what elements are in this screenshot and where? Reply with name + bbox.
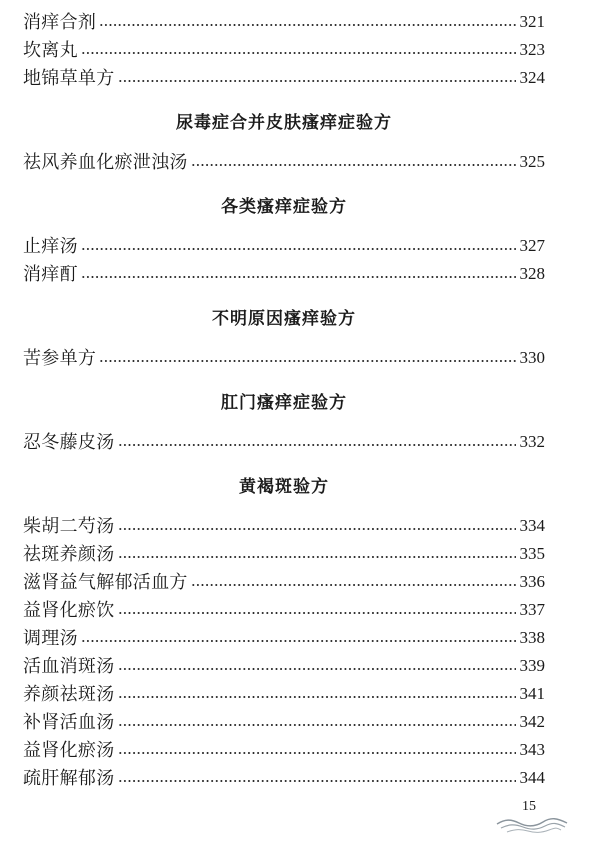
toc-entry-title: 疏肝解郁汤 <box>23 768 115 788</box>
section-heading: 不明原因瘙痒验方 <box>212 308 356 329</box>
toc-entry <box>23 260 545 288</box>
toc-entry-page: 332 <box>519 432 545 451</box>
toc-entry <box>23 428 545 456</box>
toc-entry <box>23 148 545 176</box>
toc-entry-page: 334 <box>519 516 545 535</box>
toc-entry <box>23 680 545 708</box>
toc-entry-page: 339 <box>519 656 545 675</box>
toc-entry-page: 321 <box>519 12 545 31</box>
dot-leader <box>118 611 516 615</box>
wave-ornament-icon <box>495 815 569 835</box>
dot-leader <box>118 695 516 699</box>
toc-entry-page: 343 <box>519 740 545 759</box>
toc-entry-page: 330 <box>519 348 545 367</box>
toc-entry-title: 补肾活血汤 <box>23 712 115 732</box>
toc-entry <box>23 8 545 36</box>
toc-entry-page: 323 <box>519 40 545 59</box>
toc-entry <box>23 232 545 260</box>
dot-leader <box>81 639 516 643</box>
section-heading: 肛门瘙痒症验方 <box>221 392 347 413</box>
dot-leader <box>118 527 516 531</box>
section-heading: 尿毒症合并皮肤瘙痒症验方 <box>176 112 392 133</box>
toc-entry-title: 养颜祛斑汤 <box>23 684 115 704</box>
dot-leader <box>99 23 515 27</box>
toc-entry <box>23 36 545 64</box>
toc-entry <box>23 652 545 680</box>
toc-entry-title: 调理汤 <box>23 628 78 648</box>
toc-entry-title: 忍冬藤皮汤 <box>23 432 115 452</box>
dot-leader <box>191 163 516 167</box>
toc-entry-page: 337 <box>519 600 545 619</box>
toc-entry-page: 338 <box>519 628 545 647</box>
toc-entry <box>23 64 545 92</box>
toc-entry-title: 益肾化瘀饮 <box>23 600 115 620</box>
toc-entry <box>23 624 545 652</box>
dot-leader <box>118 779 516 783</box>
toc-entry-page: 335 <box>519 544 545 563</box>
toc-entry-title: 消痒合剂 <box>23 12 97 32</box>
section-heading: 黄褐斑验方 <box>239 476 329 497</box>
toc-entry-page: 336 <box>519 572 545 591</box>
toc-entry-title: 活血消斑汤 <box>23 656 115 676</box>
toc-entry <box>23 568 545 596</box>
dot-leader <box>118 723 516 727</box>
dot-leader <box>81 275 516 279</box>
dot-leader <box>191 583 516 587</box>
page-number: 15 <box>522 799 536 814</box>
dot-leader <box>99 359 515 363</box>
toc-entry <box>23 540 545 568</box>
toc-entry <box>23 708 545 736</box>
toc-entry-title: 祛风养血化瘀泄浊汤 <box>23 152 188 172</box>
toc-entry <box>23 764 545 792</box>
toc-entry-page: 341 <box>519 684 545 703</box>
toc-entry <box>23 512 545 540</box>
toc-entry <box>23 344 545 372</box>
toc-entry-page: 325 <box>519 152 545 171</box>
toc-entry-title: 消痒酊 <box>23 264 78 284</box>
toc-entry-title: 地锦草单方 <box>23 68 115 88</box>
toc-entry-title: 滋肾益气解郁活血方 <box>23 572 188 592</box>
toc-entry-title: 止痒汤 <box>23 236 78 256</box>
dot-leader <box>118 751 516 755</box>
toc-entry-page: 344 <box>519 768 545 787</box>
toc-entry-page: 327 <box>519 236 545 255</box>
dot-leader <box>118 555 516 559</box>
dot-leader <box>118 443 516 447</box>
dot-leader <box>118 667 516 671</box>
toc-entry <box>23 736 545 764</box>
toc-entry-title: 益肾化瘀汤 <box>23 740 115 760</box>
dot-leader <box>118 79 516 83</box>
toc-entry-page: 324 <box>519 68 545 87</box>
toc-entry-title: 柴胡二芍汤 <box>23 516 115 536</box>
dot-leader <box>81 247 516 251</box>
section-heading: 各类瘙痒症验方 <box>221 196 347 217</box>
toc-entry-page: 328 <box>519 264 545 283</box>
table-of-contents <box>23 8 545 792</box>
toc-entry-title: 苦参单方 <box>23 348 97 368</box>
toc-entry-title: 坎离丸 <box>23 40 78 60</box>
toc-entry-title: 祛斑养颜汤 <box>23 544 115 564</box>
toc-entry-page: 342 <box>519 712 545 731</box>
dot-leader <box>81 51 516 55</box>
toc-entry <box>23 596 545 624</box>
